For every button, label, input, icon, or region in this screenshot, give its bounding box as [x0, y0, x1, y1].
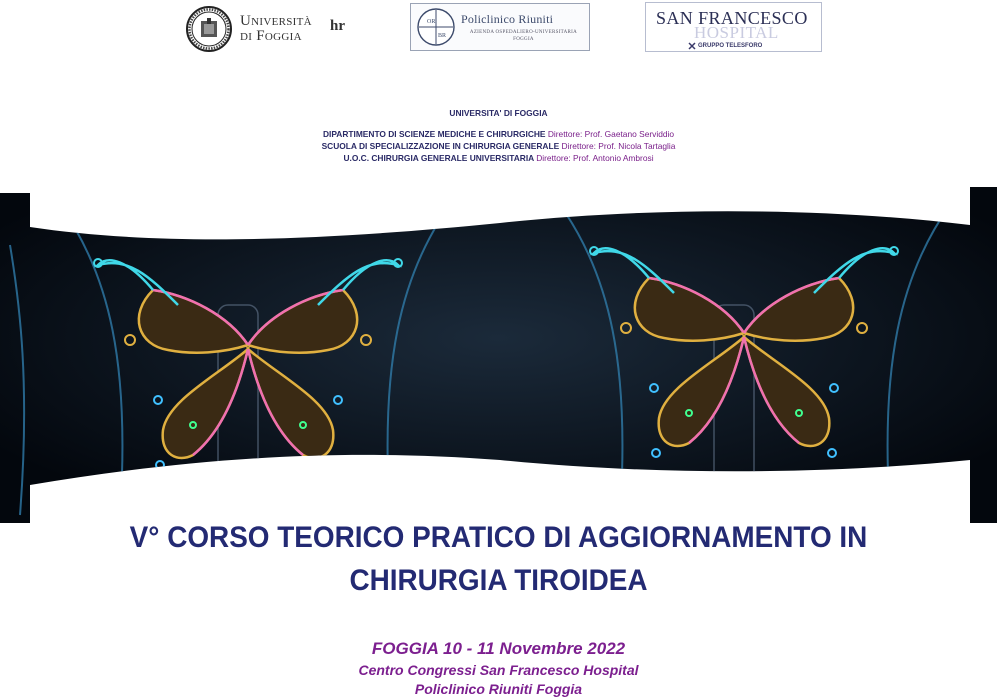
- policlinico-emblem-icon: [416, 7, 456, 47]
- header-line-scuola: [0, 141, 997, 151]
- org-name: DIPARTIMENTO DI SCIENZE MEDICHE E CHIRURGICHE: [322, 129, 546, 139]
- sf-hospital-text: HOSPITAL: [694, 23, 779, 42]
- university-heading: UNIVERSITA' DI FOGGIA: [449, 108, 548, 118]
- course-title-line1: V° CORSO TEORICO PRATICO DI AGGIORNAMENTO IN: [129, 521, 868, 554]
- sf-group-text: GRUPPO TELESFORO: [698, 43, 763, 49]
- gruppo-mark-icon: [688, 42, 696, 50]
- role-label: Direttore:: [561, 141, 596, 151]
- unifg-line1: Università: [240, 13, 312, 29]
- role-label: Direttore:: [547, 129, 583, 139]
- san-francesco-hospital-logo: [645, 2, 822, 52]
- sf-name-text: SAN FRANCESCO: [656, 8, 808, 28]
- policlinico-subtitle: AZIENDA OSPEDALIERO-UNIVERSITARIA FOGGIA: [469, 30, 578, 42]
- policlinico-riuniti-logo: [410, 3, 590, 51]
- policlinico-title: Policlinico Riuniti: [461, 12, 554, 26]
- thyroid-butterfly-banner: [0, 185, 997, 525]
- header-line-uoc: [0, 153, 997, 163]
- svg-text:BR: BR: [438, 33, 447, 39]
- event-venue: Centro Congressi San Francesco Hospital: [358, 662, 639, 678]
- universita-foggia-logo: [184, 4, 354, 54]
- director-name: Prof. Nicola Tartaglia: [598, 141, 676, 151]
- header-line-dipartimento: [0, 129, 997, 139]
- svg-text:OR: OR: [427, 19, 436, 25]
- director-name: Prof. Antonio Ambrosi: [573, 153, 654, 163]
- director-name: Prof. Gaetano Serviddio: [584, 129, 675, 139]
- hr-excellence-logo: [330, 18, 345, 35]
- event-date: FOGGIA 10 - 11 Novembre 2022: [371, 639, 626, 658]
- university-seal-icon: [186, 6, 232, 52]
- org-name: SCUOLA DI SPECIALIZZAZIONE IN CHIRURGIA GENERALE: [321, 141, 560, 151]
- course-title-line2: CHIRURGIA TIROIDEA: [349, 564, 648, 597]
- org-name: U.O.C. CHIRURGIA GENERALE UNIVERSITARIA: [343, 153, 534, 163]
- role-label: Direttore:: [536, 153, 571, 163]
- event-host: Policlinico Riuniti Foggia: [414, 681, 583, 697]
- universita-foggia-wordmark: [240, 14, 312, 44]
- hr-mark-text: hr: [330, 18, 345, 34]
- unifg-line2: di Foggia: [240, 28, 302, 44]
